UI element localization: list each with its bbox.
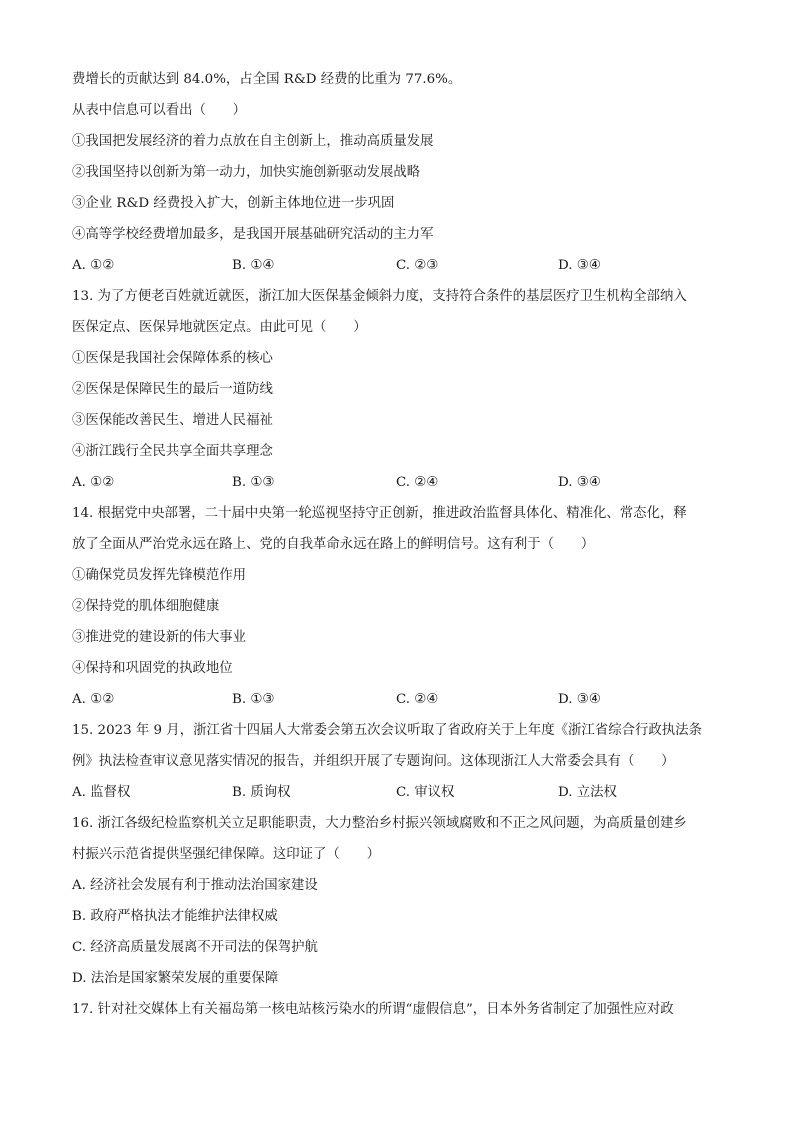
intro-statement-4: ④高等学校经费增加最多，是我国开展基础研究活动的主力军 — [72, 227, 434, 242]
q13-line-2: 医保定点、医保异地就医定点。由此可见（ ） — [72, 320, 367, 335]
intro-statement-1: ①我国把发展经济的着力点放在自主创新上，推动高质量发展 — [72, 134, 434, 149]
q14-option-b: B. ①③ — [232, 692, 275, 707]
q15-line-1: 15. 2023 年 9 月，浙江省十四届人大常委会第五次会议听取了省政府关于上年度《浙江省综合行政执法条 — [72, 723, 702, 738]
q13-option-d: D. ③④ — [558, 475, 601, 490]
q15-option-a: A. 监督权 — [72, 785, 131, 800]
q13-statement-2: ②医保是保障民生的最后一道防线 — [72, 382, 273, 397]
intro-options — [72, 250, 722, 281]
q14-statement-4: ④保持和巩固党的执政地位 — [72, 661, 233, 676]
q15-option-b: B. 质询权 — [232, 785, 291, 800]
intro-option-a: A. ①② — [72, 258, 115, 273]
q16-option-d: D. 法治是国家繁荣发展的重要保障 — [72, 971, 279, 986]
q13-option-c: C. ②④ — [396, 475, 439, 490]
q15-options — [72, 777, 722, 808]
q14-statement-3: ③推进党的建设新的伟大事业 — [72, 630, 247, 645]
q16-option-a: A. 经济社会发展有利于推动法治国家建设 — [72, 878, 318, 893]
q14-options — [72, 684, 722, 715]
q14-option-a: A. ①② — [72, 692, 115, 707]
document-page — [72, 64, 722, 1025]
q17-line-1: 17. 针对社交媒体上有关福岛第一核电站核污染水的所谓“虚假信息”，日本外务省制定了加强性应对政 — [72, 1002, 674, 1017]
q13-statement-3: ③医保能改善民生、增进人民福祉 — [72, 413, 273, 428]
intro-option-c: C. ②③ — [396, 258, 439, 273]
q14-option-c: C. ②④ — [396, 692, 439, 707]
q16-line-2: 村振兴示范省提供坚强纪律保障。这印证了（ ） — [72, 847, 380, 862]
q15-line-2: 例》执法检查审议意见落实情况的报告，并组织开展了专题询问。这体现浙江人大常委会具有（ ） — [72, 754, 675, 769]
q14-line-1: 14. 根据党中央部署，二十届中央第一轮巡视坚持守正创新，推进政治监督具体化、精准化、常态化，释 — [72, 506, 687, 521]
q15-option-c: C. 审议权 — [396, 785, 455, 800]
intro-statement-2: ②我国坚持以创新为第一动力，加快实施创新驱动发展战略 — [72, 165, 421, 180]
q14-statement-2: ②保持党的肌体细胞健康 — [72, 599, 220, 614]
intro-statement-3: ③企业 R&D 经费投入扩大，创新主体地位进一步巩固 — [72, 196, 395, 211]
intro-question-stem: 从表中信息可以看出（ ） — [72, 103, 247, 118]
q14-line-2: 放了全面从严治党永远在路上、党的自我革命永远在路上的鲜明信号。这有利于（ ） — [72, 537, 595, 552]
q14-option-d: D. ③④ — [558, 692, 601, 707]
intro-option-d: D. ③④ — [558, 258, 601, 273]
q15-option-d: D. 立法权 — [558, 785, 617, 800]
intro-option-b: B. ①④ — [232, 258, 275, 273]
q16-line-1: 16. 浙江各级纪检监察机关立足职能职责，大力整治乡村振兴领域腐败和不正之风问题，为高质量创建乡 — [72, 816, 687, 831]
q16-option-c: C. 经济高质量发展离不开司法的保驾护航 — [72, 940, 318, 955]
q13-line-1: 13. 为了方便老百姓就近就医，浙江加大医保基金倾斜力度，支持符合条件的基层医疗卫生机构全部纳入 — [72, 289, 687, 304]
q13-option-b: B. ①③ — [232, 475, 275, 490]
q13-statement-1: ①医保是我国社会保障体系的核心 — [72, 351, 273, 366]
q13-statement-4: ④浙江践行全民共享全面共享理念 — [72, 444, 273, 459]
q16-option-b: B. 政府严格执法才能维护法律权威 — [72, 909, 278, 924]
q14-statement-1: ①确保党员发挥先锋模范作用 — [72, 568, 247, 583]
q13-options — [72, 467, 722, 498]
q13-option-a: A. ①② — [72, 475, 115, 490]
intro-line-1: 费增长的贡献达到 84.0%，占全国 R&D 经费的比重为 77.6%。 — [72, 72, 462, 87]
